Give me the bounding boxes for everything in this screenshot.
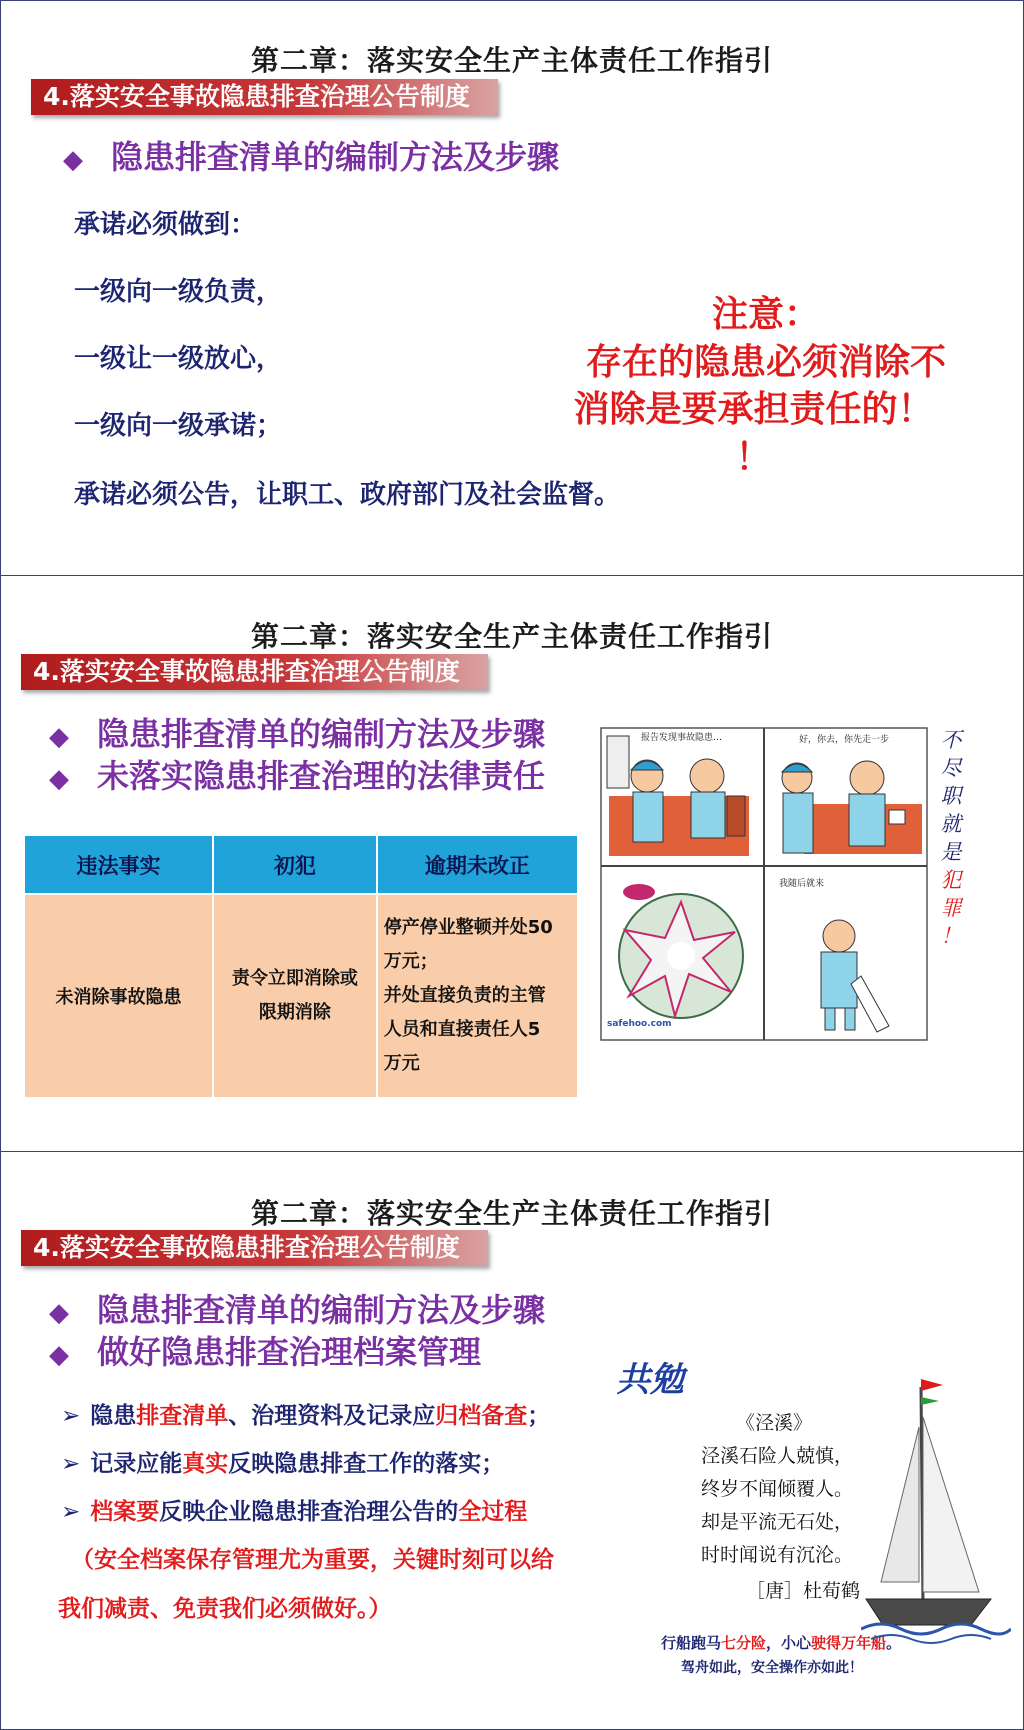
slide-2 <box>0 575 1024 1152</box>
diamond-bullet-icon: ◆ <box>63 145 83 175</box>
poem-author: ［唐］杜荀鹤 <box>746 1580 861 1602</box>
slide-3 <box>0 1151 1024 1730</box>
table-header: 初犯 <box>213 835 377 894</box>
bullet-archive-management: ◆ 做好隐患排查治理档案管理 <box>49 1333 482 1371</box>
table-row <box>24 894 578 1098</box>
table-header-row <box>24 835 578 894</box>
chapter-title: 第二章：落实安全生产主体责任工作指引 <box>250 620 773 653</box>
gongmian-title: 共勉 <box>616 1360 684 1400</box>
diamond-bullet-icon: ◆ <box>49 722 69 752</box>
cartoon-watermark: safehoo.com <box>607 1019 672 1029</box>
warning-line: 存在的隐患必须消除不 <box>585 342 946 383</box>
section-banner: 4.落实安全事故隐患排查治理公告制度 <box>21 1230 488 1266</box>
table-cell: 责令立即消除或 限期消除 <box>213 894 377 1098</box>
motto-line: 行船跑马七分险，小心驶得万年船。 <box>661 1634 902 1652</box>
warning-line: 消除是要承担责任的！ <box>573 389 934 430</box>
archive-note: 我们减责、免责我们必须做好。） <box>58 1596 392 1622</box>
archive-item: ➢ 档案要反映企业隐患排查治理公告的全过程 <box>61 1499 528 1525</box>
bullet-compile-method: ◆ 隐患排查清单的编制方法及步骤 <box>49 1291 546 1329</box>
section-banner: 4.落实安全事故隐患排查治理公告制度 <box>21 654 488 690</box>
poem-title: 《泾溪》 <box>736 1412 813 1434</box>
diamond-bullet-icon: ◆ <box>49 1298 69 1328</box>
motto-line: 驾舟如此，安全操作亦如此！ <box>681 1660 863 1676</box>
arrow-bullet-icon: ➢ <box>61 1403 81 1429</box>
table-header: 逾期未改正 <box>377 835 578 894</box>
archive-note: （安全档案保存管理尤为重要，关键时刻可以给 <box>71 1547 554 1573</box>
side-vertical-text: 不 尽 职 就 是 犯 罪 ！ <box>940 728 962 948</box>
poem-line: 泾溪石险人兢慎， <box>701 1445 854 1467</box>
liability-table <box>23 834 579 1099</box>
poem-line: 却是平流无石处， <box>701 1511 854 1533</box>
warning-line: ！ <box>735 437 772 478</box>
table-header: 违法事实 <box>24 835 213 894</box>
bullet-compile-method: ◆ 隐患排查清单的编制方法及步骤 <box>63 138 560 176</box>
arrow-bullet-icon: ➢ <box>61 1451 81 1477</box>
promise-line: 一级向一级承诺； <box>74 411 283 441</box>
promise-line: 一级让一级放心， <box>74 344 283 374</box>
cartoon-caption: 报告发现事故隐患… <box>641 733 723 743</box>
poem-line: 终岁不闻倾覆人。 <box>701 1478 854 1500</box>
slide-1 <box>0 0 1024 576</box>
cartoon-caption: 我随后就来 <box>779 879 825 889</box>
cartoon-caption: 好，你去，你先走一步 <box>799 735 890 745</box>
archive-item: ➢ 记录应能真实反映隐患排查工作的落实； <box>61 1451 505 1477</box>
diamond-bullet-icon: ◆ <box>49 1340 69 1370</box>
bullet-legal-liability: ◆ 未落实隐患排查治理的法律责任 <box>49 757 546 795</box>
chapter-title: 第二章：落实安全生产主体责任工作指引 <box>250 1197 773 1230</box>
bullet-compile-method: ◆ 隐患排查清单的编制方法及步骤 <box>49 715 546 753</box>
arrow-bullet-icon: ➢ <box>61 1499 81 1525</box>
promise-heading: 承诺必须做到： <box>74 210 257 240</box>
poem-line: 时时闻说有沉沦。 <box>701 1544 854 1566</box>
safety-cartoon-image <box>599 726 929 1042</box>
sailboat-image <box>861 1367 1011 1652</box>
table-cell: 停产停业整顿并处50 万元； 并处直接负责的主管 人员和直接责任人5 万元 <box>377 894 578 1098</box>
promise-public-line: 承诺必须公告，让职工、政府部门及社会监督。 <box>74 480 621 510</box>
promise-line: 一级向一级负责， <box>74 277 283 307</box>
diamond-bullet-icon: ◆ <box>49 764 69 794</box>
chapter-title: 第二章：落实安全生产主体责任工作指引 <box>250 44 773 77</box>
section-banner: 4.落实安全事故隐患排查治理公告制度 <box>31 79 498 115</box>
table-cell: 未消除事故隐患 <box>24 894 213 1098</box>
archive-item: ➢ 隐患排查清单、治理资料及记录应归档备查； <box>61 1403 551 1429</box>
warning-title: 注意： <box>711 294 820 335</box>
